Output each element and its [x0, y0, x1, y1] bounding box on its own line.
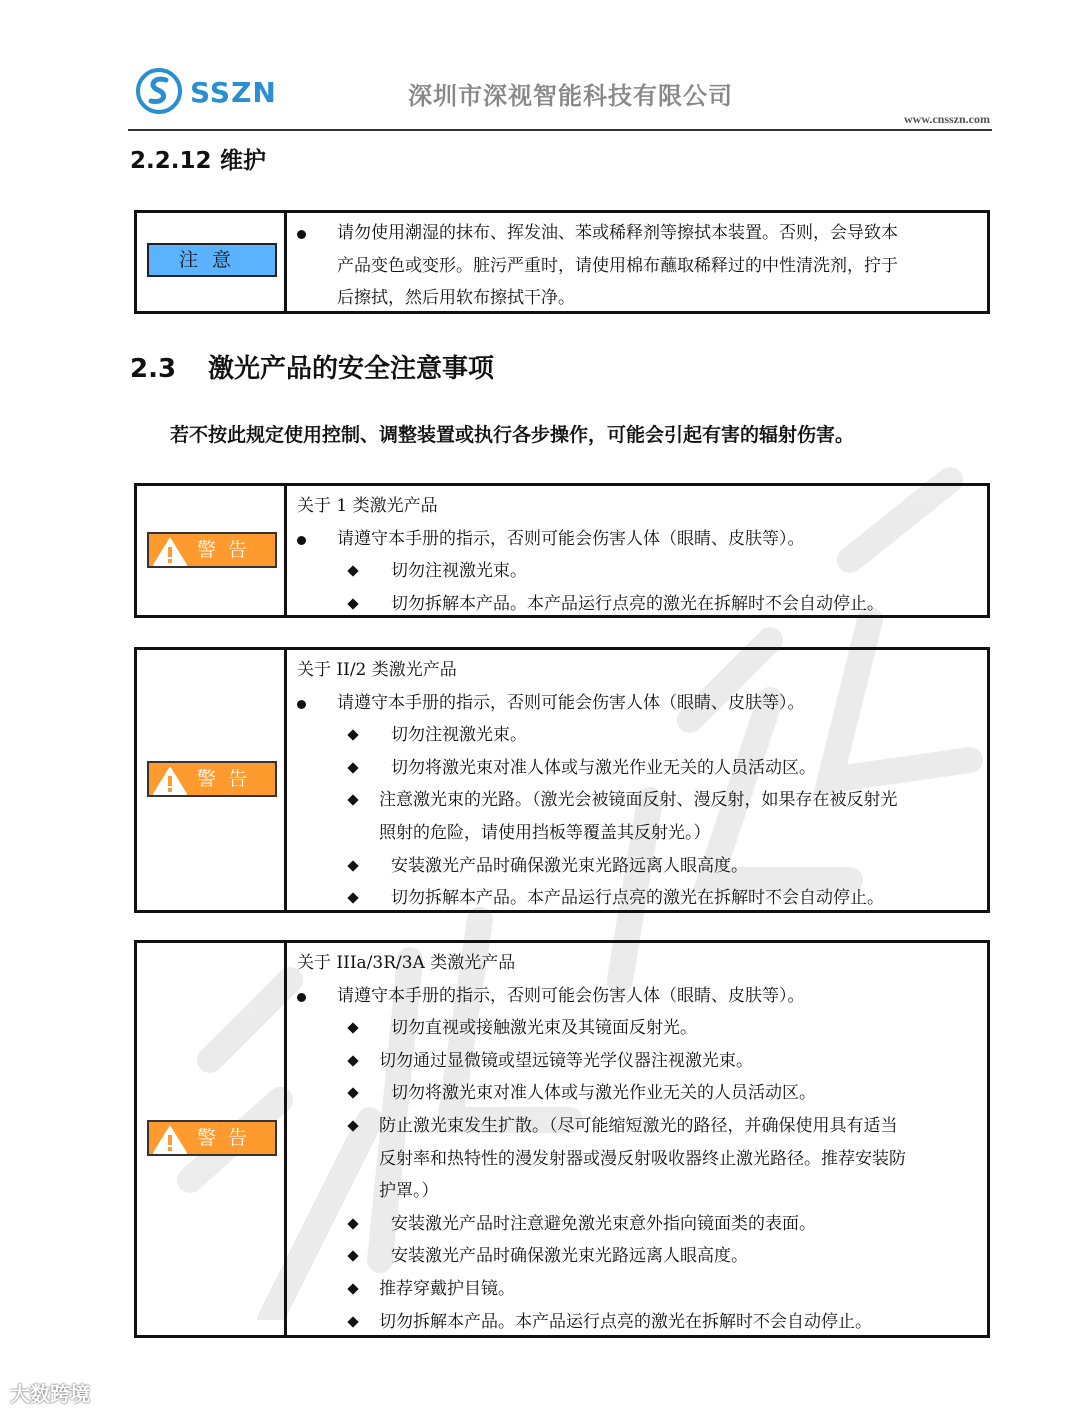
warning-badge-label: 警告 — [197, 538, 260, 561]
warning-triangle-icon — [152, 766, 188, 796]
warning-badge — [147, 532, 277, 568]
warning-item: 注意激光束的光路。（激光会被镜面反射、漫反射，如果存在被反射光 — [297, 784, 973, 817]
warning-heading: 关于 II/2 类激光产品 — [297, 660, 457, 680]
section-number: 2.2.12 — [130, 148, 212, 174]
warning-bullet: 请遵守本手册的指示，否则可能会伤害人体（眼睛、皮肤等）。 — [297, 523, 973, 556]
header-divider — [128, 129, 992, 131]
warning-item: 防止激光束发生扩散。（尽可能缩短激光的路径，并确保使用具有适当 — [297, 1110, 973, 1143]
warning-item: 切勿将激光束对准人体或与激光作业无关的人员活动区。 — [297, 752, 973, 785]
warning-badge-label: 警告 — [197, 1127, 260, 1149]
warning-item: 切勿拆解本产品。本产品运行点亮的激光在拆解时不会自动停止。 — [297, 882, 973, 915]
warning-item-continuation: 反射率和热特性的漫发射器或漫反射吸收器终止激光路径。推荐安装防 — [379, 1148, 906, 1169]
warning-heading: 关于 IIIa/3R/3A 类激光产品 — [297, 953, 516, 973]
warning-badge-cell — [137, 486, 287, 615]
diamond-bullet-icon — [347, 1120, 358, 1131]
warning-heading: 关于 1 类激光产品 — [297, 496, 438, 516]
warning-item: 切勿直视或接触激光束及其镜面反射光。 — [297, 1012, 973, 1045]
diamond-bullet-icon — [347, 598, 358, 609]
section-number: 2.3 — [130, 354, 177, 384]
warning-item-continuation: 照射的危险，请使用挡板等覆盖其反射光。） — [379, 822, 711, 843]
diamond-bullet-icon — [347, 1283, 358, 1294]
note-box — [134, 210, 990, 314]
warning-item: 切勿注视激光束。 — [297, 719, 973, 752]
company-logo — [136, 68, 296, 118]
note-badge-cell — [137, 213, 287, 311]
warning-item: 安装激光产品时确保激光束光路远离人眼高度。 — [297, 1240, 973, 1273]
company-name: 深圳市深视智能科技有限公司 — [408, 82, 733, 110]
sszn-logo-icon — [136, 68, 182, 114]
note-content — [287, 213, 987, 311]
diamond-bullet-icon — [347, 860, 358, 871]
warning-bullet: 请遵守本手册的指示，否则可能会伤害人体（眼睛、皮肤等）。 — [297, 980, 973, 1013]
warning-item: 切勿将激光束对准人体或与激光作业无关的人员活动区。 — [297, 1077, 973, 1110]
warning-content — [287, 943, 987, 1335]
logo-text: SSZN — [190, 76, 277, 109]
warning-content — [287, 650, 987, 910]
warning-badge-cell — [137, 943, 287, 1335]
note-badge: 注意 — [147, 243, 277, 277]
diamond-bullet-icon — [347, 1088, 358, 1099]
warning-triangle-icon — [152, 537, 188, 567]
page-header — [128, 62, 992, 132]
warning-item: 切勿通过显微镜或望远镜等光学仪器注视激光束。 — [297, 1045, 973, 1078]
intro-text: 若不按此规定使用控制、调整装置或执行各步操作，可能会引起有害的辐射伤害。 — [170, 424, 855, 446]
diamond-bullet-icon — [347, 1023, 358, 1034]
warning-badge — [147, 761, 277, 797]
section-title: 维护 — [220, 148, 266, 174]
warning-item: 安装激光产品时确保激光束光路远离人眼高度。 — [297, 850, 973, 883]
diamond-bullet-icon — [347, 795, 358, 806]
warning-bullet: 请遵守本手册的指示，否则可能会伤害人体（眼睛、皮肤等）。 — [297, 687, 973, 720]
company-website: www.cnsszn.com — [904, 112, 990, 126]
section-title: 激光产品的安全注意事项 — [208, 354, 495, 384]
warning-badge-label: 警告 — [197, 768, 260, 790]
bullet-dot-icon — [297, 700, 306, 709]
warning-box-class-2 — [134, 647, 990, 913]
diamond-bullet-icon — [347, 892, 358, 903]
diamond-bullet-icon — [347, 566, 358, 577]
section-heading-maintenance — [130, 142, 266, 175]
bullet-dot-icon — [297, 536, 306, 545]
diamond-bullet-icon — [347, 1251, 358, 1262]
bullet-dot-icon — [297, 230, 306, 239]
warning-item: 安装激光产品时注意避免激光束意外指向镜面类的表面。 — [297, 1208, 973, 1241]
warning-box-class-3 — [134, 940, 990, 1338]
diamond-bullet-icon — [347, 762, 358, 773]
footer-watermark-text: 大数跨境 — [10, 1382, 90, 1406]
note-line: 产品变色或变形。脏污严重时，请使用棉布蘸取稀释过的中性清洗剂，拧于 — [337, 255, 898, 276]
warning-box-class-1 — [134, 483, 990, 618]
bullet-dot-icon — [297, 993, 306, 1002]
note-line: 请勿使用潮湿的抹布、挥发油、苯或稀释剂等擦拭本装置。否则，会导致本 — [297, 217, 973, 250]
footer-watermark — [10, 1378, 90, 1407]
diamond-bullet-icon — [347, 730, 358, 741]
warning-badge — [147, 1120, 277, 1156]
diamond-bullet-icon — [347, 1316, 358, 1327]
warning-item: 切勿注视激光束。 — [297, 555, 973, 588]
warning-content — [287, 486, 987, 615]
note-line: 后擦拭，然后用软布擦拭干净。 — [337, 288, 575, 309]
warning-badge-cell — [137, 650, 287, 910]
diamond-bullet-icon — [347, 1055, 358, 1066]
diamond-bullet-icon — [347, 1218, 358, 1229]
warning-item-continuation: 护罩。） — [379, 1181, 439, 1202]
warning-item: 推荐穿戴护目镜。 — [297, 1273, 973, 1306]
warning-triangle-icon — [152, 1125, 188, 1155]
warning-item: 切勿拆解本产品。本产品运行点亮的激光在拆解时不会自动停止。 — [297, 1306, 973, 1339]
warning-item: 切勿拆解本产品。本产品运行点亮的激光在拆解时不会自动停止。 — [297, 588, 973, 621]
section-heading-laser — [130, 348, 494, 385]
